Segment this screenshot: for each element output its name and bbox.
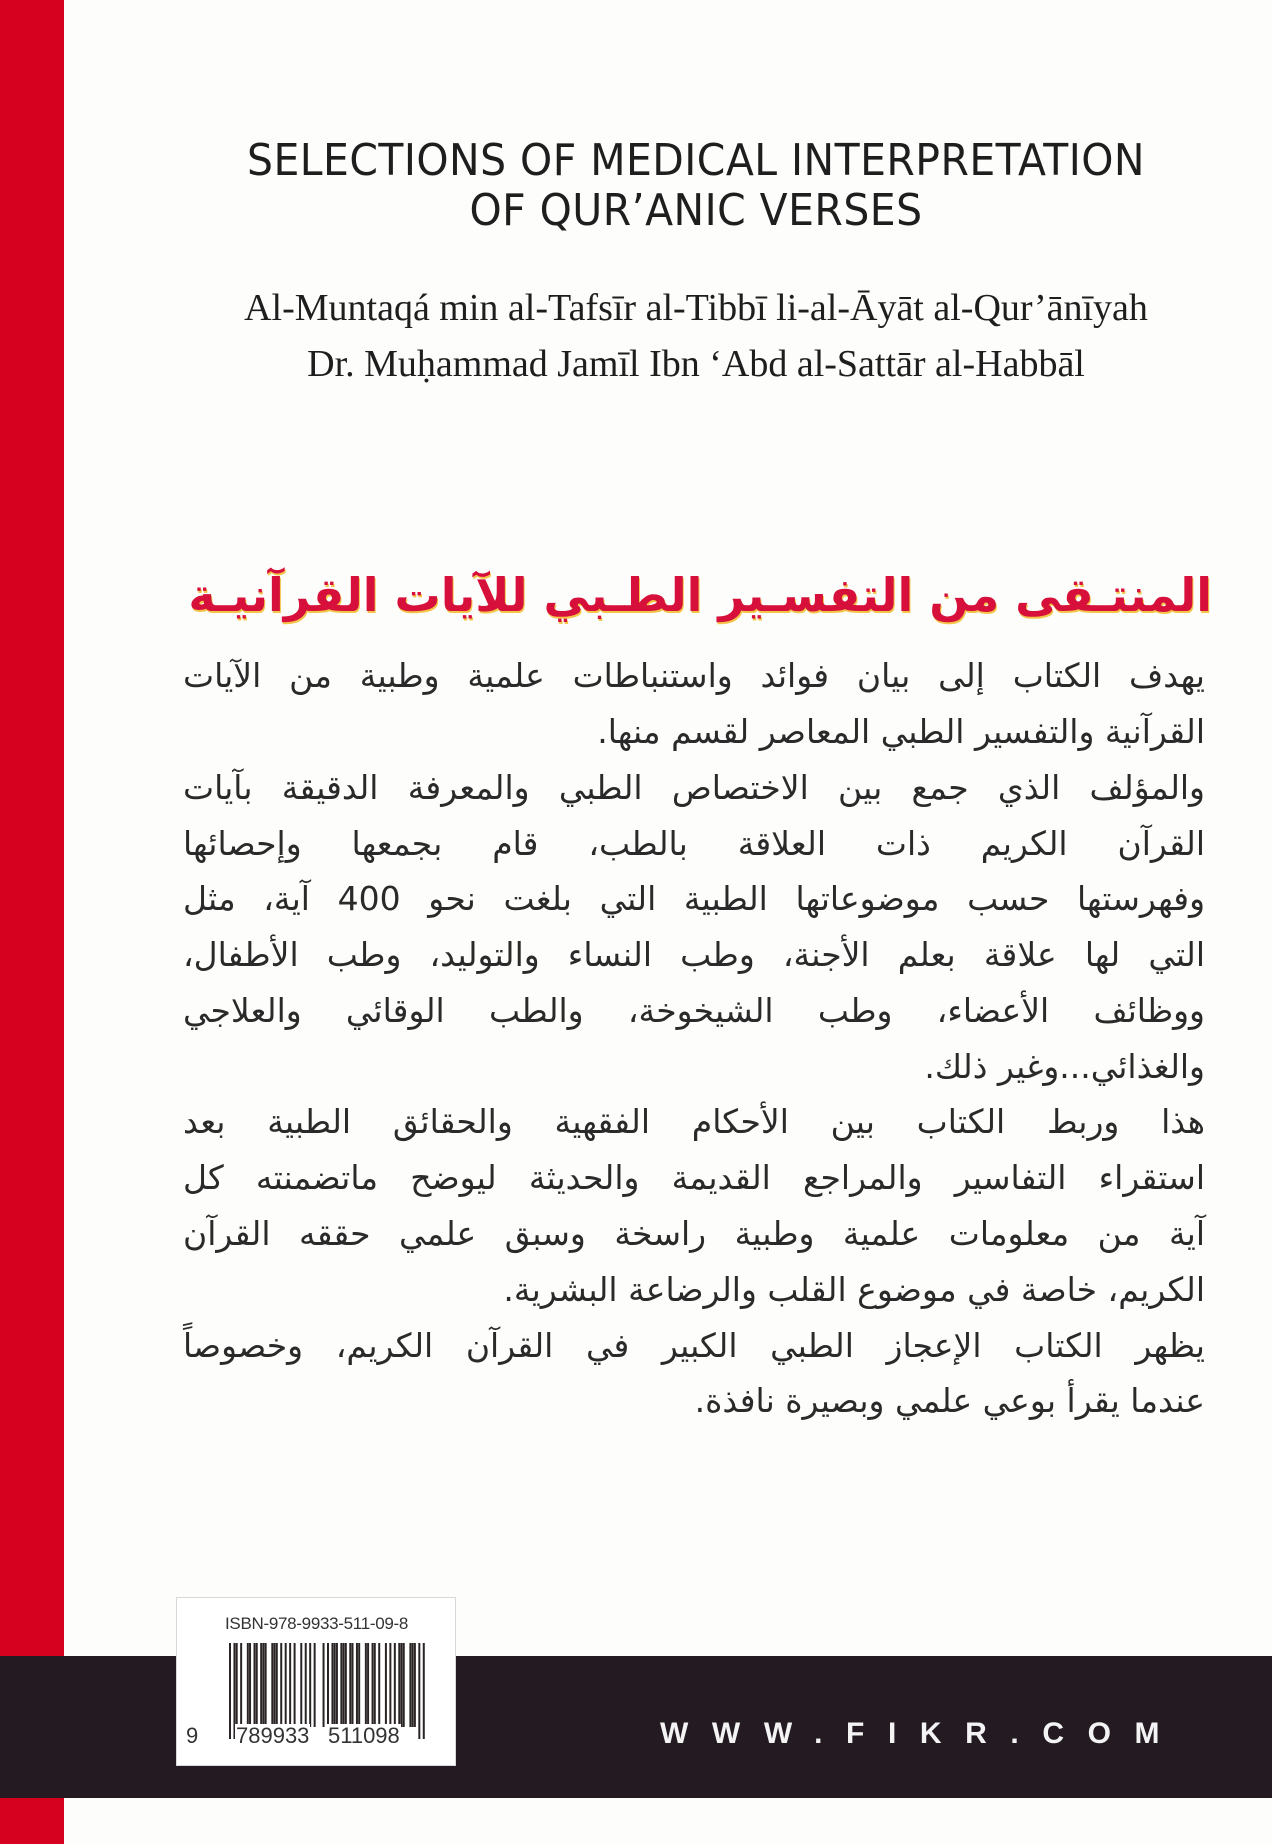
barcode-bar [300, 1643, 302, 1727]
description-line: استقراء التفاسير والمراجع القديمة والحديثة ليوضح ماتضمنته كل [183, 1158, 1205, 1197]
transliteration-block [180, 280, 1212, 392]
description-line: يهدف الكتاب إلى بيان فوائد واستنباطات علمية وطبية من الآيات [183, 656, 1205, 695]
barcode-bar [334, 1643, 336, 1727]
description-line: القرآنية والتفسير الطبي المعاصر لقسم منها. [597, 712, 1205, 751]
barcode-bar [254, 1643, 256, 1727]
barcode-bar [414, 1643, 416, 1727]
description-line: يظهر الكتاب الإعجاز الطبي الكبير في القرآن الكريم، وخصوصاً [183, 1326, 1205, 1365]
description-line: والمؤلف الذي جمع بين الاختصاص الطبي والمعرفة الدقيقة بآيات [183, 768, 1205, 807]
barcode-bar [423, 1643, 425, 1739]
barcode-digit-first: 9 [186, 1723, 199, 1748]
barcode-bar [280, 1643, 282, 1727]
barcode-bar [323, 1643, 325, 1727]
barcode-digits-left: 789933 [236, 1723, 310, 1748]
barcode-bar [305, 1643, 307, 1727]
barcode-bar [285, 1643, 287, 1727]
barcode-bar [389, 1643, 391, 1727]
barcode-bar [356, 1643, 358, 1727]
description-line: وفهرستها حسب موضوعاتها الطبية التي بلغت نحو 400 آية، مثل [183, 879, 1206, 918]
english-title-line-1: SELECTIONS OF MEDICAL INTERPRETATION [247, 135, 1145, 186]
barcode-bar [401, 1643, 403, 1727]
barcode-label [177, 1598, 455, 1765]
barcode-bar [262, 1643, 264, 1727]
description-line: القرآن الكريم ذات العلاقة بالطب، قام بجمعها وإحصائها [183, 824, 1205, 863]
english-title-line-2: OF QUR’ANIC VERSES [469, 185, 923, 236]
description-line: عندما يقرأ بوعي علمي وبصيرة نافذة. [694, 1381, 1205, 1420]
barcode-bar [240, 1643, 242, 1727]
barcode-bar [349, 1643, 351, 1727]
barcode-digits-right: 511098 [328, 1723, 400, 1748]
description-line: هذا وربط الكتاب بين الأحكام الفقهية والحقائق الطبية بعد [183, 1102, 1205, 1141]
barcode-bar [276, 1643, 278, 1727]
publisher-website: WWW.FIKR.COM [660, 1717, 1184, 1750]
barcode-bar [236, 1643, 238, 1727]
barcode-bar [309, 1643, 311, 1727]
barcode-bar [260, 1643, 262, 1727]
barcode-bar [229, 1643, 231, 1739]
barcode-bar [327, 1643, 329, 1727]
barcode-bar [340, 1643, 342, 1727]
isbn-number: ISBN-978-9933-511-09-8 [225, 1614, 409, 1633]
barcode-bar [385, 1643, 387, 1727]
barcode-bar [345, 1643, 347, 1727]
barcode-bar [358, 1643, 360, 1727]
barcode-bar [394, 1643, 396, 1727]
barcode-bar [274, 1643, 276, 1727]
barcode-bar [418, 1643, 420, 1739]
barcode-bar [412, 1643, 414, 1727]
arabic-title: المنتـقى من التفسـير الطـبي للآيات القرآنيـة [188, 568, 1212, 622]
barcode-bar [374, 1643, 376, 1727]
barcode-bar [314, 1643, 316, 1727]
barcode-bar [343, 1643, 345, 1727]
barcode-bar [247, 1643, 249, 1727]
barcode-bar [331, 1643, 333, 1727]
barcode-bar [372, 1643, 374, 1727]
barcode-bar [365, 1643, 367, 1727]
description-line: والغذائي...وغير ذلك. [924, 1047, 1205, 1086]
description-line: التي لها علاقة بعلم الأجنة، وطب النساء والتوليد، وطب الأطفال، [183, 935, 1205, 974]
red-spine-stripe [0, 0, 64, 1844]
barcode-bar [378, 1643, 380, 1727]
description-line: الكريم، خاصة في موضوع القلب والرضاعة البشرية. [503, 1270, 1205, 1309]
barcode-bar [249, 1643, 251, 1727]
description-line: ووظائف الأعضاء، وطب الشيخوخة، والطب الوقائي والعلاجي [183, 991, 1205, 1030]
author-name: Dr. Muḥammad Jamīl Ibn ‘Abd al-Sattār al-Habbāl [307, 343, 1085, 385]
barcode-bar [398, 1643, 400, 1727]
barcode-bar [352, 1643, 354, 1727]
barcode-bar [409, 1643, 411, 1727]
barcode-bar [336, 1643, 338, 1727]
english-title [216, 136, 1176, 236]
barcode-bar [256, 1643, 258, 1727]
barcode-bar [289, 1643, 291, 1727]
barcode-bar [294, 1643, 296, 1727]
barcode-bar [367, 1643, 369, 1727]
description-line: آية من معلومات علمية وطبية راسخة وسبق علمي حققه القرآن [183, 1214, 1205, 1253]
barcode-bar [271, 1643, 273, 1727]
barcode-bar [265, 1643, 267, 1727]
transliterated-title: Al-Muntaqá min al-Tafsīr al-Tibbī li-al-Āyāt al-Qur’ānīyah [244, 287, 1148, 329]
barcode-bar [403, 1643, 405, 1727]
